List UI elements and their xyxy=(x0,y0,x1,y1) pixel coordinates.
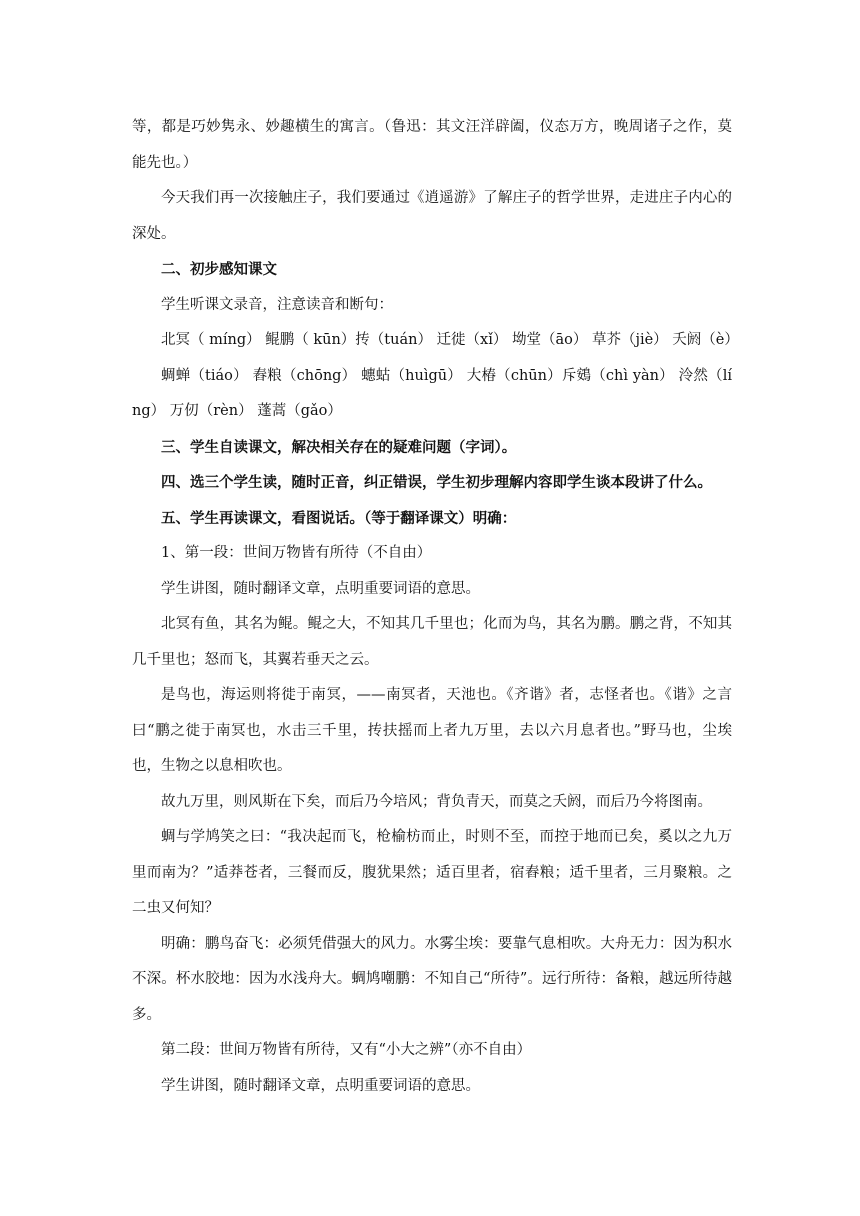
paragraph-intro-continued: 等，都是巧妙隽永、妙趣横生的寓言。（鲁迅：其文汪洋辟阖，仪态万方，晚周诸子之作，莫能先也。） xyxy=(132,119,732,171)
text-excerpt-4: 蜩与学鸠笑之曰：“我决起而飞，枪榆枋而止，时则不至，而控于地而已矣，奚以之九万里而南为？”适莽苍者，三餐而反，腹犹果然；适百里者，宿舂粮；适千里者，三月聚粮。之二虫又何知？ xyxy=(132,829,732,916)
paragraph-today: 今天我们再一次接触庄子，我们要通过《逍遥游》了解庄子的哲学世界，走进庄子内心的深处。 xyxy=(132,190,732,242)
section-heading-2: 二、初步感知课文 xyxy=(161,261,277,278)
paragraph-clarification: 明确：鹏鸟奋飞：必须凭借强大的风力。水雾尘埃：要靠气息相吹。大舟无力：因为积水不深。杯水胶地：因为水浅舟大。蜩鸠嘲鹏：不知自己“所待”。远行所待：备粮，越远所待越多。 xyxy=(132,935,732,1023)
section-heading-3: 三、学生自读课文，解决相关存在的疑难问题（字词）。 xyxy=(161,438,517,456)
paragraph-listen: 学生听课文录音，注意读音和断句： xyxy=(161,296,393,313)
document-body xyxy=(132,110,739,1104)
text-excerpt-1: 北冥有鱼，其名为鲲。鲲之大，不知其几千里也；化而为鸟，其名为鹏。鹏之背，不知其几千里也；怒而飞，其翼若垂天之云。 xyxy=(132,616,732,668)
paragraph-part-1: 1、第一段：世间万物皆有所待（不自由） xyxy=(161,545,432,561)
paragraph-instruction-1: 学生讲图，随时翻译文章，点明重要词语的意思。 xyxy=(161,580,480,597)
paragraph-instruction-2: 学生讲图，随时翻译文章，点明重要词语的意思。 xyxy=(161,1077,480,1094)
section-heading-5: 五、学生再读课文，看图说话。（等于翻译课文）明确： xyxy=(161,509,517,527)
text-excerpt-3: 故九万里，则风斯在下矣，而后乃今培风；背负青天，而莫之夭阏，而后乃今将图南。 xyxy=(161,793,712,810)
paragraph-part-2: 第二段：世间万物皆有所待，又有“小大之辨”（亦不自由） xyxy=(161,1042,532,1058)
pronunciation-list-1: 北冥（ míng） 鲲鹏（ kūn）抟（tuán） 迁徙（xǐ） 坳堂（āo） 草芥（jiè） 夭阏（è） xyxy=(161,332,739,348)
pronunciation-list-2: 蜩蝉（tiáo） 舂粮（chōng） 蟪蛄（huìgū） 大椿（chūn）斥鴳（chì yàn） 泠然（líng） 万仞（rèn） 蓬蒿（gǎo） xyxy=(132,367,732,419)
section-heading-4: 四、选三个学生读，随时正音，纠正错误，学生初步理解内容即学生谈本段讲了什么。 xyxy=(161,474,712,491)
text-excerpt-2: 是鸟也，海运则将徙于南冥，——南冥者，天池也。《齐谐》者，志怪者也。《谐》之言曰“鹏之徙于南冥也，水击三千里，抟扶摇而上者九万里，去以六月息者也。”野马也，尘埃也，生物之以息相吹也。 xyxy=(132,687,732,774)
